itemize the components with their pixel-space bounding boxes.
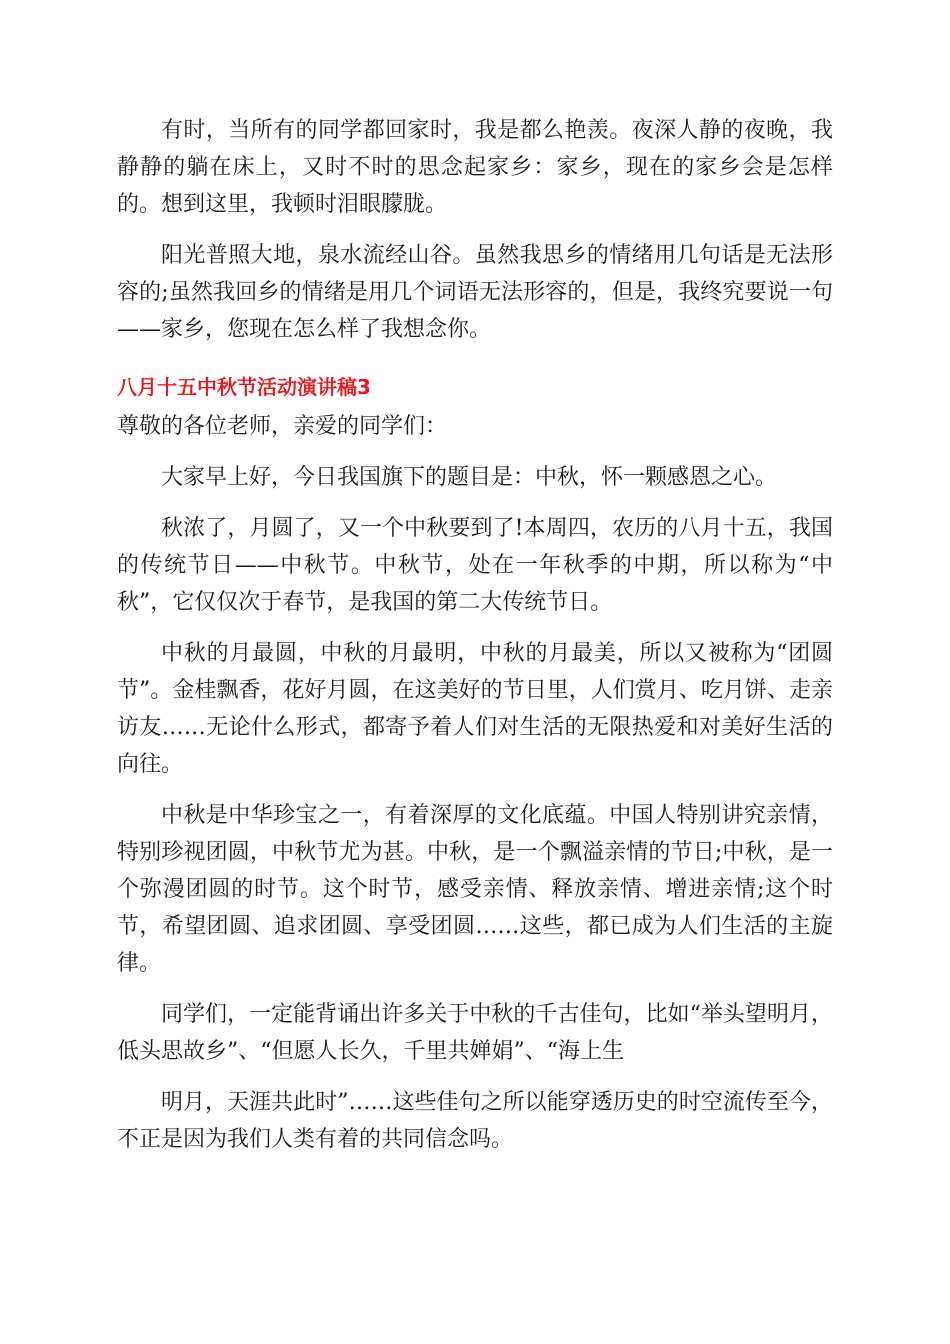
section-heading: 八月十五中秋节活动演讲稿3: [117, 375, 371, 399]
salutation: 尊敬的各位老师，亲爱的同学们：: [117, 414, 448, 439]
paragraph: 中秋的月最圆，中秋的月最明，中秋的月最美，所以又被称为“团圆节”。金桂飘香，花好月圆，在这美好的节日里，人们赏月、吃月饼、走亲访友……无论什么形式，都寄予着人们对生活的无限热爱和对美好生活的向往。: [117, 641, 833, 777]
paragraph: 秋浓了，月圆了，又一个中秋要到了!本周四，农历的八月十五，我国的传统节日——中秋节。中秋节，处在一年秋季的中期，所以称为“中秋”，它仅仅次于春节，是我国的第二大传统节日。: [117, 516, 833, 615]
paragraph: 同学们，一定能背诵出许多关于中秋的千古佳句，比如“举头望明月，低头思故乡”、“但愿人长久，千里共婵娟”、“海上生: [117, 1002, 833, 1064]
paragraph: 中秋是中华珍宝之一，有着深厚的文化底蕴。中国人特别讲究亲情，特别珍视团圆，中秋节尤为甚。中秋，是一个飘溢亲情的节日;中秋，是一个弥漫团圆的时节。这个时节，感受亲情、释放亲情、增进亲情;这个时节，希望团圆、追求团圆、享受团圆……这些，都已成为人们生活的主旋律。: [117, 803, 833, 976]
paragraph: 阳光普照大地，泉水流经山谷。虽然我思乡的情绪用几句话是无法形容的;虽然我回乡的情绪是用几个词语无法形容的，但是，我终究要说一句——家乡，您现在怎么样了我想念你。: [117, 243, 833, 342]
paragraph: 有时，当所有的同学都回家时，我是都么艳羡。夜深人静的夜晚，我静静的躺在床上，又时不时的思念起家乡：家乡，现在的家乡会是怎样的。想到这里，我顿时泪眼朦胧。: [117, 118, 833, 217]
paragraph: 明月，天涯共此时”……这些佳句之所以能穿透历史的时空流传至今，不正是因为我们人类有着的共同信念吗。: [117, 1090, 833, 1152]
paragraph: 大家早上好，今日我国旗下的题目是：中秋，怀一颗感恩之心。: [161, 465, 778, 490]
document-page: [117, 112, 833, 1158]
